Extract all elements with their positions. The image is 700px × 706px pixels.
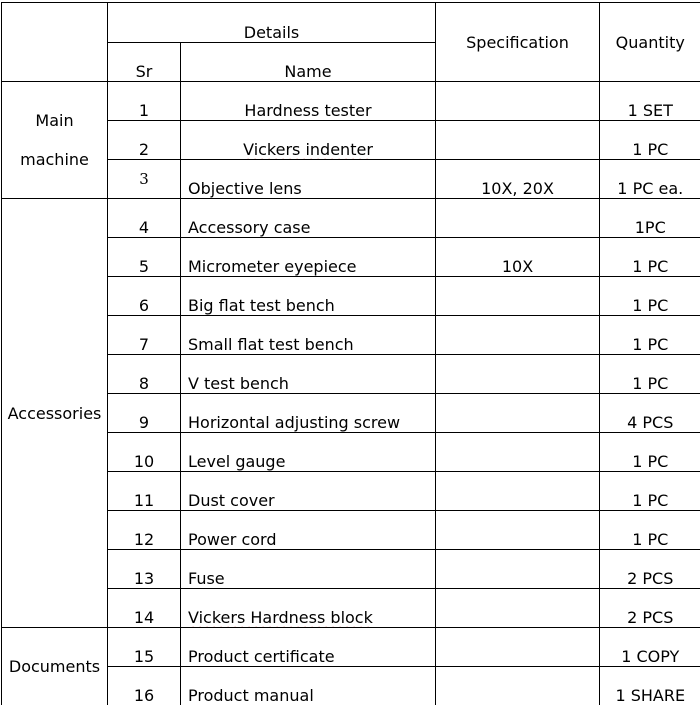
row-sr: 13 <box>108 550 181 589</box>
row-name: V test bench <box>181 355 436 394</box>
row-spec: 10X, 20X <box>436 160 600 199</box>
row-name-text: Vickers indenter <box>243 140 373 159</box>
row-spec <box>436 511 600 550</box>
header-quantity: Quantity <box>600 3 700 82</box>
group-documents: Documents <box>2 628 108 706</box>
row-name: Hardness tester <box>181 82 436 121</box>
row-name: Product certificate <box>181 628 436 667</box>
parts-list-table <box>1 2 700 705</box>
table-row <box>2 82 700 121</box>
row-name-text: Vickers Hardness block <box>188 608 373 627</box>
row-sr: 7 <box>108 316 181 355</box>
row-qty: 1 PC <box>600 316 700 355</box>
row-qty: 1PC <box>600 199 700 238</box>
row-sr: 12 <box>108 511 181 550</box>
row-spec <box>436 472 600 511</box>
row-qty: 4 PCS <box>600 394 700 433</box>
row-qty: 1 PC <box>600 511 700 550</box>
row-spec <box>436 628 600 667</box>
row-spec <box>436 433 600 472</box>
row-spec <box>436 316 600 355</box>
row-qty: 1 PC ea. <box>600 160 700 199</box>
row-spec <box>436 82 600 121</box>
row-sr: 2 <box>108 121 181 160</box>
row-qty: 1 SET <box>600 82 700 121</box>
row-sr: 10 <box>108 433 181 472</box>
row-qty: 1 PC <box>600 277 700 316</box>
row-name: Objective lens <box>181 160 436 199</box>
table-row <box>2 628 700 667</box>
row-sr: 4 <box>108 199 181 238</box>
header-sr: Sr <box>108 43 181 82</box>
row-sr: 6 <box>108 277 181 316</box>
row-qty: 1 PC <box>600 121 700 160</box>
row-sr: 11 <box>108 472 181 511</box>
row-name: Level gauge <box>181 433 436 472</box>
row-qty: 1 PC <box>600 355 700 394</box>
row-spec <box>436 121 600 160</box>
row-name: Dust cover <box>181 472 436 511</box>
group-accessories: Accessories <box>2 199 108 628</box>
row-name <box>181 121 436 160</box>
row-spec <box>436 394 600 433</box>
group-main-machine-line2: machine <box>20 150 89 169</box>
row-sr: 3 <box>108 160 181 199</box>
row-spec <box>436 589 600 628</box>
row-qty: 1 COPY <box>600 628 700 667</box>
header-specification: Specification <box>436 3 600 82</box>
row-sr: 1 <box>108 82 181 121</box>
header-name: Name <box>181 43 436 82</box>
row-sr: 16 <box>108 667 181 706</box>
group-main-machine <box>2 82 108 199</box>
row-name: Accessory case <box>181 199 436 238</box>
row-spec: 10X <box>436 238 600 277</box>
row-name: Big flat test bench <box>181 277 436 316</box>
row-name <box>181 589 436 628</box>
row-spec <box>436 550 600 589</box>
row-name: Fuse <box>181 550 436 589</box>
header-blank-cell <box>2 3 108 82</box>
row-sr: 8 <box>108 355 181 394</box>
row-qty: 1 PC <box>600 433 700 472</box>
row-spec <box>436 199 600 238</box>
row-name: Product manual <box>181 667 436 706</box>
table-row <box>2 199 700 238</box>
row-sr: 5 <box>108 238 181 277</box>
row-spec <box>436 355 600 394</box>
row-qty: 2 PCS <box>600 550 700 589</box>
row-name: Micrometer eyepiece <box>181 238 436 277</box>
row-name: Small flat test bench <box>181 316 436 355</box>
row-sr: 14 <box>108 589 181 628</box>
row-name: Horizontal adjusting screw <box>181 394 436 433</box>
row-name: Power cord <box>181 511 436 550</box>
row-qty: 1 PC <box>600 472 700 511</box>
row-qty: 1 PC <box>600 238 700 277</box>
row-sr: 9 <box>108 394 181 433</box>
row-qty: 2 PCS <box>600 589 700 628</box>
row-sr: 15 <box>108 628 181 667</box>
group-main-machine-line1: Main <box>35 111 74 130</box>
header-details: Details <box>108 3 436 43</box>
row-spec <box>436 277 600 316</box>
row-qty: 1 SHARE <box>600 667 700 706</box>
row-spec <box>436 667 600 706</box>
